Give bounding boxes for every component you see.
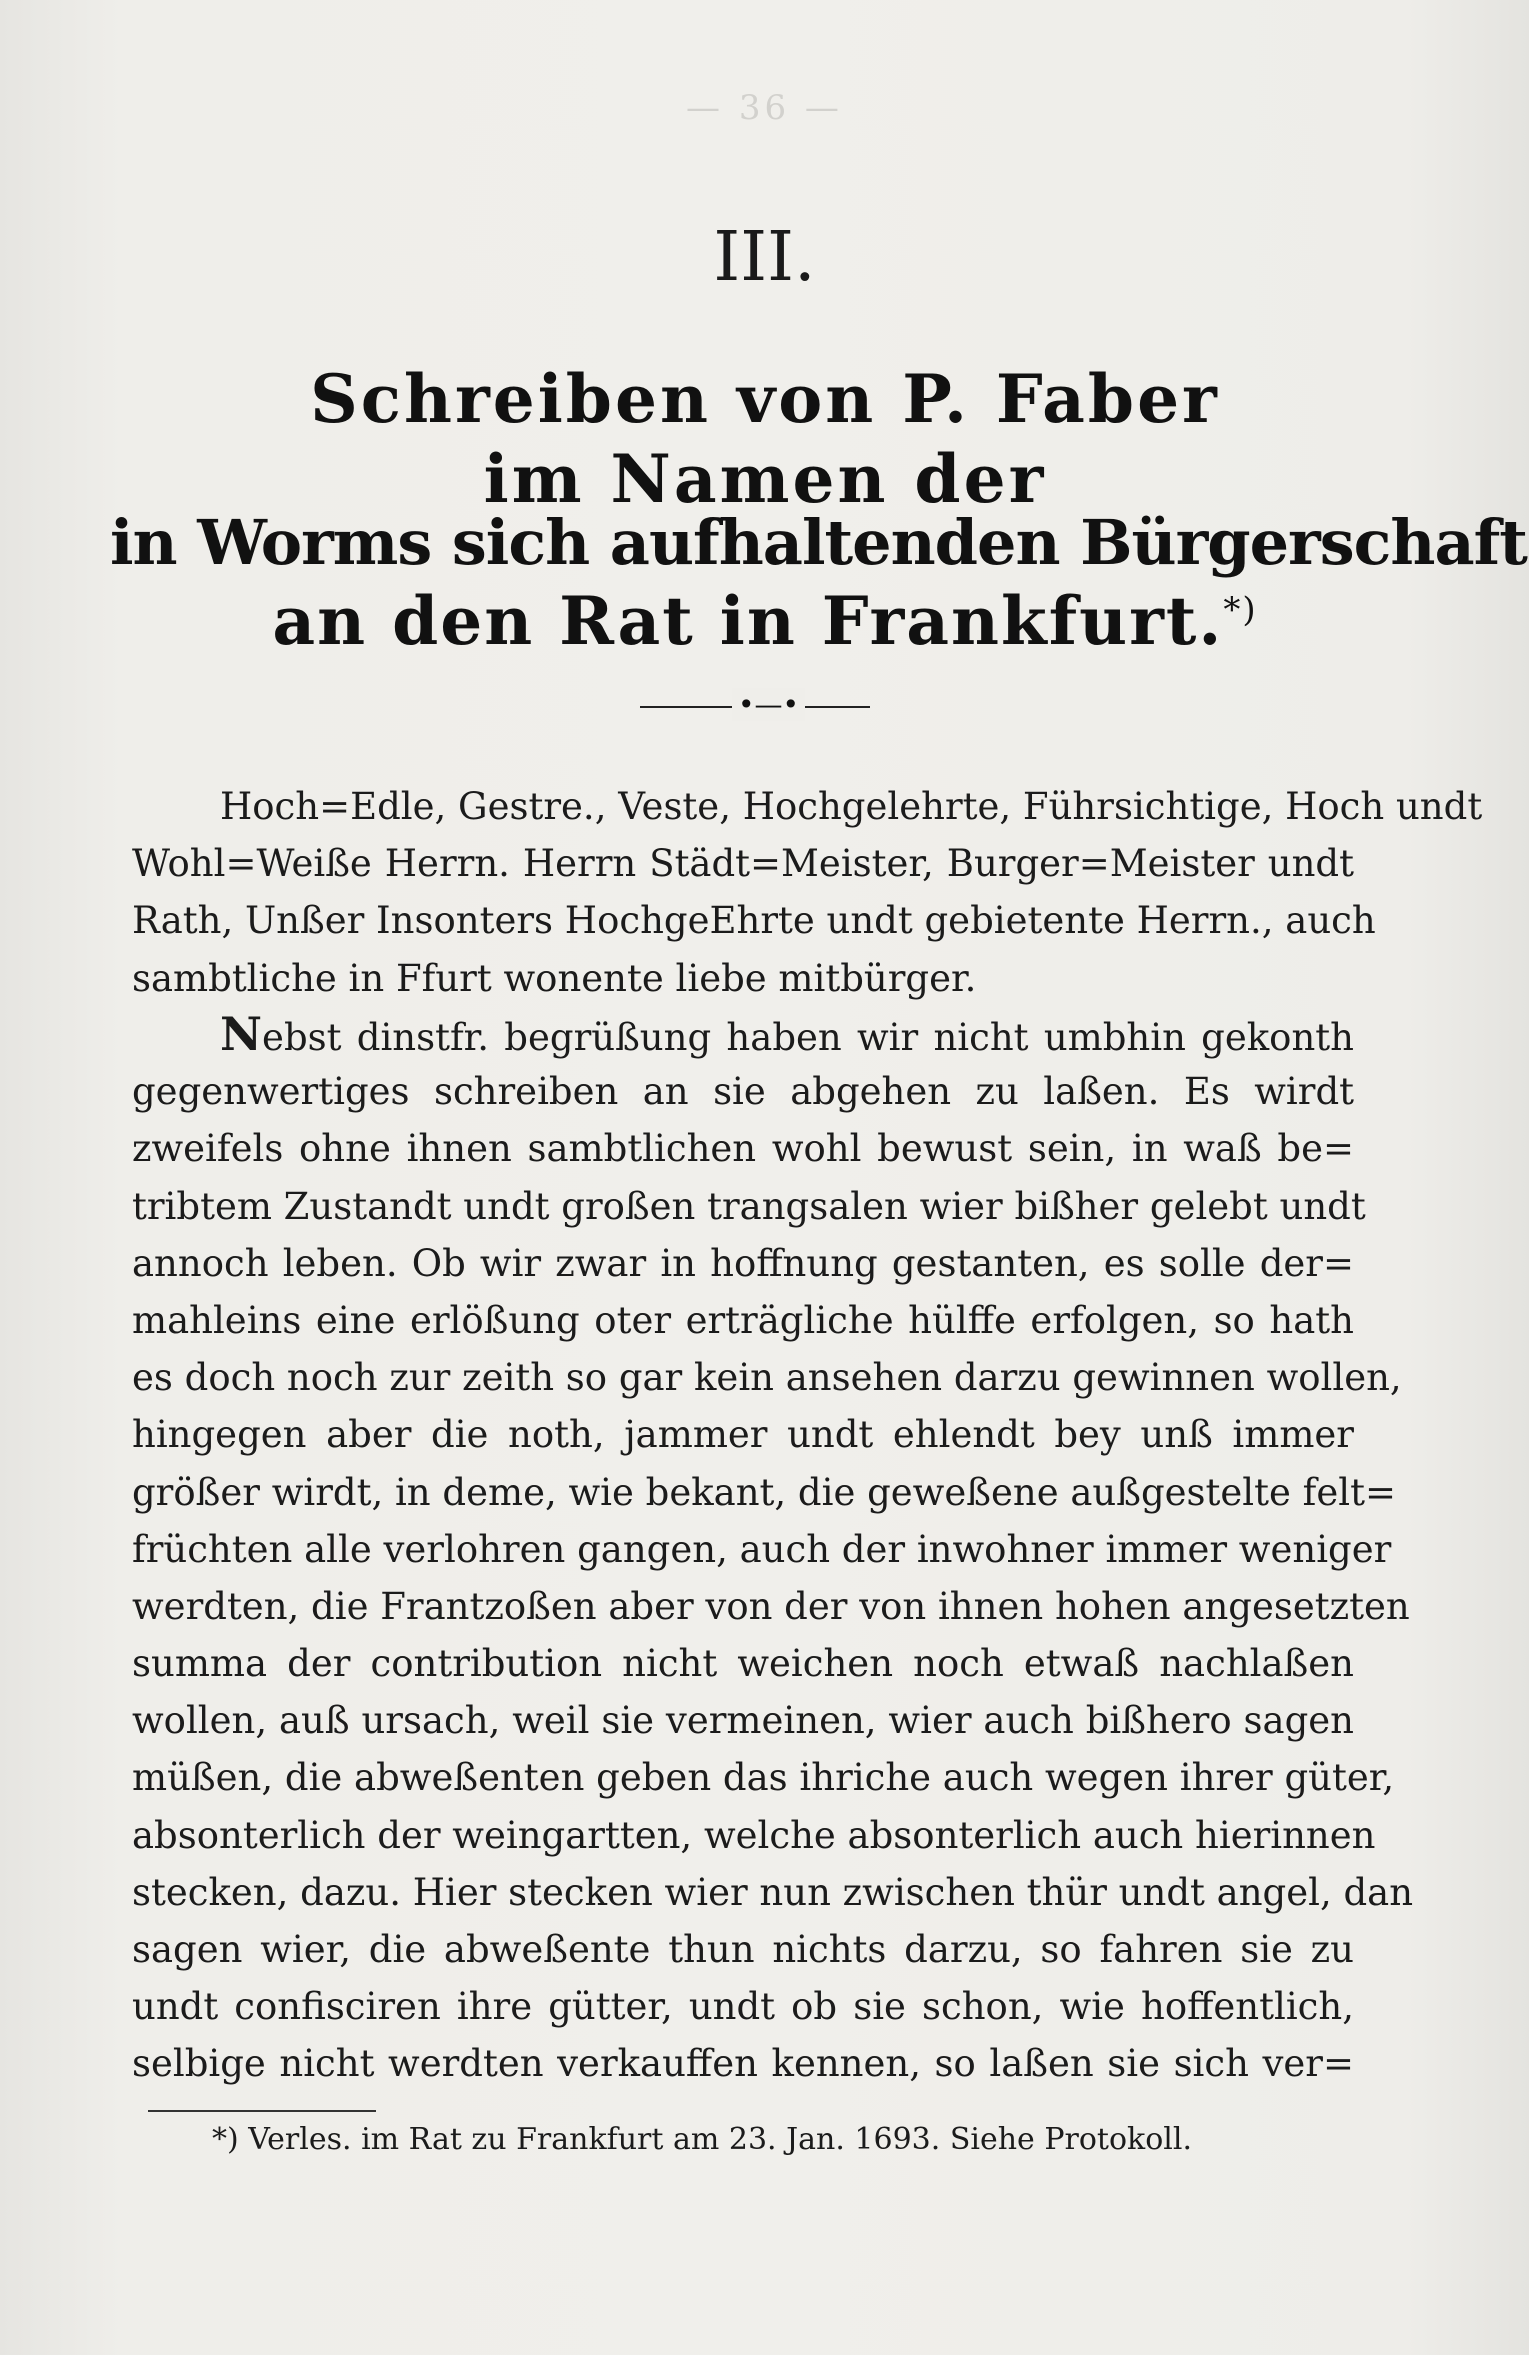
title-footnote-mark: *) — [1223, 590, 1258, 630]
main-line: größer wirdt, in deme, wie bekant, die geweßene außgestelte felt= — [132, 1470, 1396, 1514]
salutation-paragraph — [132, 778, 1483, 1007]
salutation-line: Wohl=Weiße Herrn. Herrn Städt=Meister, Burger=Meister undt — [132, 842, 1354, 886]
main-line: früchten alle verlohren gangen, auch der inwohner immer weniger — [132, 1527, 1392, 1571]
main-line: werdten, die Frantzoßen aber von der von ihnen hohen angesetzten — [132, 1584, 1410, 1628]
footnote-mark: *) — [212, 2122, 239, 2157]
main-line: zweifels ohne ihnen sambtlichen wohl bewust sein, in waß be= — [132, 1127, 1354, 1171]
title-line-4-text: an den Rat in Frankfurt. — [272, 582, 1224, 660]
main-line: gegenwertiges schreiben an sie abgehen zu laßen. Es wirdt — [132, 1070, 1354, 1114]
main-line: müßen, die abweßenten geben das ihriche auch wegen ihrer güter, — [132, 1756, 1395, 1800]
main-line: wollen, auß ursach, weil sie vermeinen, wier auch bißhero sagen — [132, 1699, 1354, 1743]
main-line: hingegen aber die noth, jammer undt ehlendt bey unß immer — [132, 1413, 1354, 1457]
main-line-first — [132, 1006, 1354, 1063]
main-line-first-text: ebst dinstfr. begrüßung haben wir nicht umbhin gekonth — [262, 1016, 1354, 1059]
title-line-4 — [110, 582, 1420, 660]
main-line: stecken, dazu. Hier stecken wier nun zwischen thür undt angel, dan — [132, 1870, 1414, 1914]
main-line: selbige nicht werdten verkauffen kennen, so laßen sie sich ver= — [132, 2042, 1354, 2086]
salutation-line: sambtliche in Ffurt wonente liebe mitbürger. — [132, 956, 977, 1000]
footnote-rule — [148, 2110, 376, 2112]
title-line-2: im Namen der — [483, 440, 1047, 518]
chapter-numeral: III. — [713, 218, 816, 297]
main-line: absonterlich der weingartten, welche absonterlich auch hierinnen — [132, 1813, 1376, 1857]
footnote-text: Verles. im Rat zu Frankfurt am 23. Jan. 1693. Siehe Protokoll. — [248, 2122, 1193, 2157]
title-line-1: Schreiben von P. Faber — [310, 360, 1220, 438]
salutation-line: Rath, Unßer Insonters HochgeEhrte undt gebietente Herrn., auch — [132, 899, 1376, 943]
ornament-glyph: •—• — [732, 688, 805, 721]
page-number: — 36 — — [686, 88, 843, 128]
main-line: mahleins eine erlößung oter erträgliche hülffe erfolgen, so hath — [132, 1298, 1354, 1342]
main-paragraph — [132, 1006, 1414, 2093]
footnote — [212, 2122, 1362, 2157]
main-line: summa der contribution nicht weichen noch etwaß nachlaßen — [132, 1642, 1354, 1686]
salutation-line: Hoch=Edle, Gestre., Veste, Hochgelehrte, Führsichtige, Hoch undt — [220, 785, 1483, 828]
drop-capital: N — [220, 1007, 263, 1061]
title-line-3: in Worms sich aufhaltenden Bürgerschaft — [110, 506, 1527, 579]
main-line: tribtem Zustandt undt großen trangsalen wier bißher gelebt undt — [132, 1184, 1366, 1228]
main-line: annoch leben. Ob wir zwar in hoffnung gestanten, es solle der= — [132, 1241, 1354, 1285]
main-line: es doch noch zur zeith so gar kein ansehen darzu gewinnen wollen, — [132, 1356, 1402, 1400]
main-line: sagen wier, die abweßente thun nichts darzu, so fahren sie zu — [132, 1928, 1354, 1971]
main-line: undt confisciren ihre gütter, undt ob sie schon, wie hoffentlich, — [132, 1985, 1354, 2029]
